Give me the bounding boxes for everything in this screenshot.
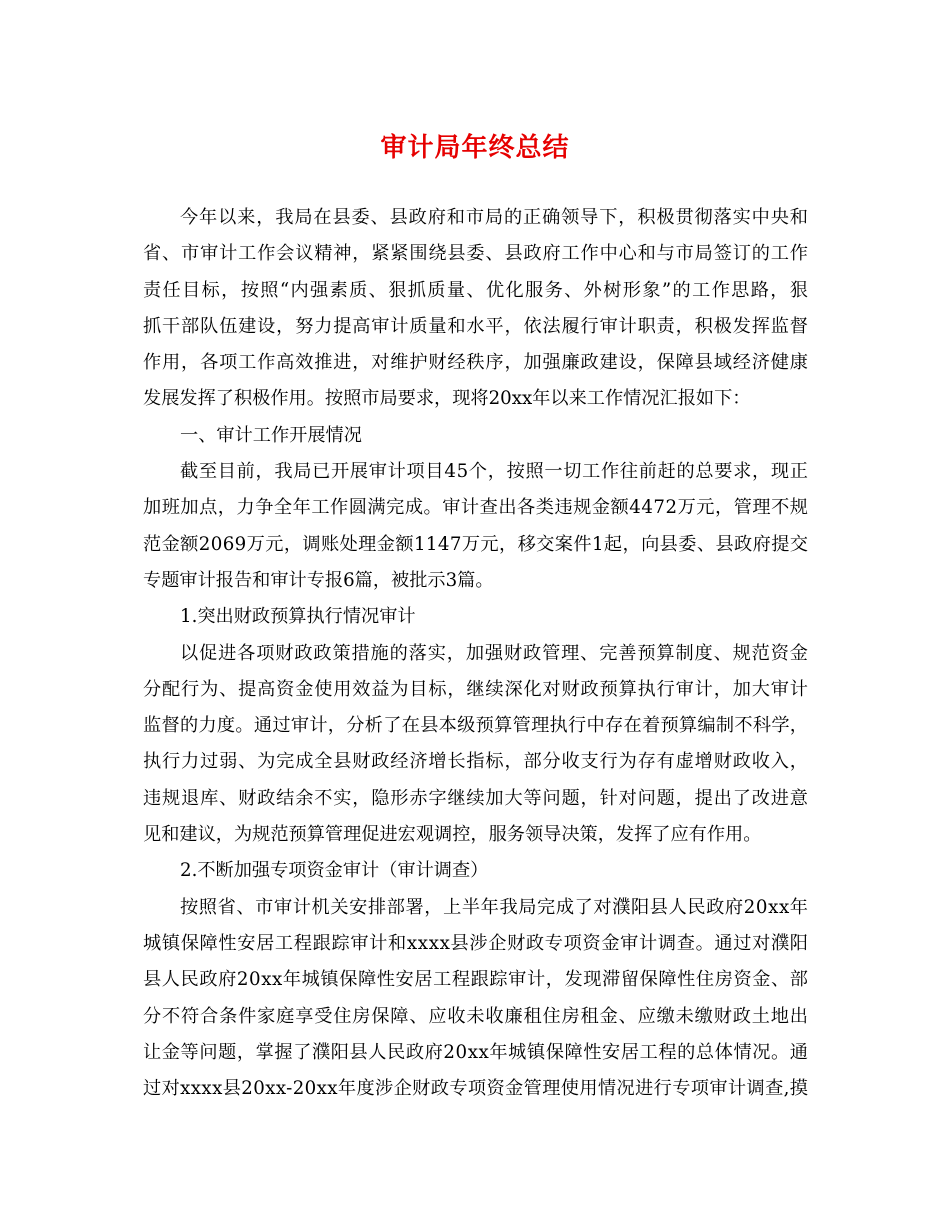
body-line: 分不符合条件家庭享受住房保障、应收未收廉租住房租金、应缴未缴财政土地出 [143,1005,809,1027]
body-line: 今年以来，我局在县委、县政府和市局的正确领导下，积极贯彻落实中央和 [180,207,809,228]
body-line: 监督的力度。通过审计，分析了在县本级预算管理执行中存在着预算编制不科学， [143,715,809,737]
body-line: 专题审计报告和审计专报6篇，被批示3篇。 [143,569,494,591]
body-line: 抓干部队伍建设，努力提高审计质量和水平，依法履行审计职责，积极发挥监督 [143,315,809,337]
body-line: 让金等问题，掌握了濮阳县人民政府20xx年城镇保障性安居工程的总体情况。通 [143,1041,809,1063]
body-line: 分配行为、提高资金使用效益为目标，继续深化对财政预算执行审计，加大审计 [143,678,809,700]
body-line: 作用，各项工作高效推进，对维护财经秩序，加强廉政建设，保障县域经济健康 [143,352,809,374]
body-line: 按照省、市审计机关安排部署，上半年我局完成了对濮阳县人民政府20xx年 [180,896,809,918]
document-title: 审计局年终总结 [380,133,570,163]
body-line: 违规退库、财政结余不实，隐形赤字继续加大等问题，针对问题，提出了改进意 [143,787,809,809]
document-body [143,200,808,1107]
body-line: 见和建议，为规范预算管理促进宏观调控，服务领导决策，发挥了应有作用。 [143,824,762,846]
body-line: 过对xxxx县20xx-20xx年度涉企财政专项资金管理使用情况进行专项审计调查,摸 [143,1078,809,1100]
body-line: 截至目前，我局已开展审计项目45个，按照一切工作往前赶的总要求，现正 [180,461,809,483]
body-line: 省、市审计工作会议精神，紧紧围绕县委、县政府工作中心和与市局签订的工作 [143,243,809,265]
body-line: 县人民政府20xx年城镇保障性安居工程跟踪审计，发现滞留保障性住房资金、部 [143,969,809,991]
body-line: 范金额2069万元，调账处理金额1147万元，移交案件1起，向县委、县政府提交 [143,533,809,555]
body-line: 一、审计工作开展情况 [180,424,362,446]
body-line: 城镇保障性安居工程跟踪审计和xxxx县涉企财政专项资金审计调查。通过对濮阳 [143,932,809,954]
body-line: 1.突出财政预算执行情况审计 [180,606,416,628]
body-line: 发展发挥了积极作用。按照市局要求，现将20xx年以来工作情况汇报如下： [143,388,751,410]
body-line: 责任目标，按照“内强素质、狠抓质量、优化服务、外树形象”的工作思路，狠 [143,279,810,301]
body-line: 执行力过弱、为完成全县财政经济增长指标，部分收支行为存有虚增财政收入， [143,751,809,773]
body-line: 加班加点，力争全年工作圆满完成。审计查出各类违规金额4472万元，管理不规 [143,497,809,519]
body-line: 以促进各项财政政策措施的落实，加强财政管理、完善预算制度、规范资金 [180,642,809,664]
body-line: 2.不断加强专项资金审计（审计调查） [180,860,489,882]
